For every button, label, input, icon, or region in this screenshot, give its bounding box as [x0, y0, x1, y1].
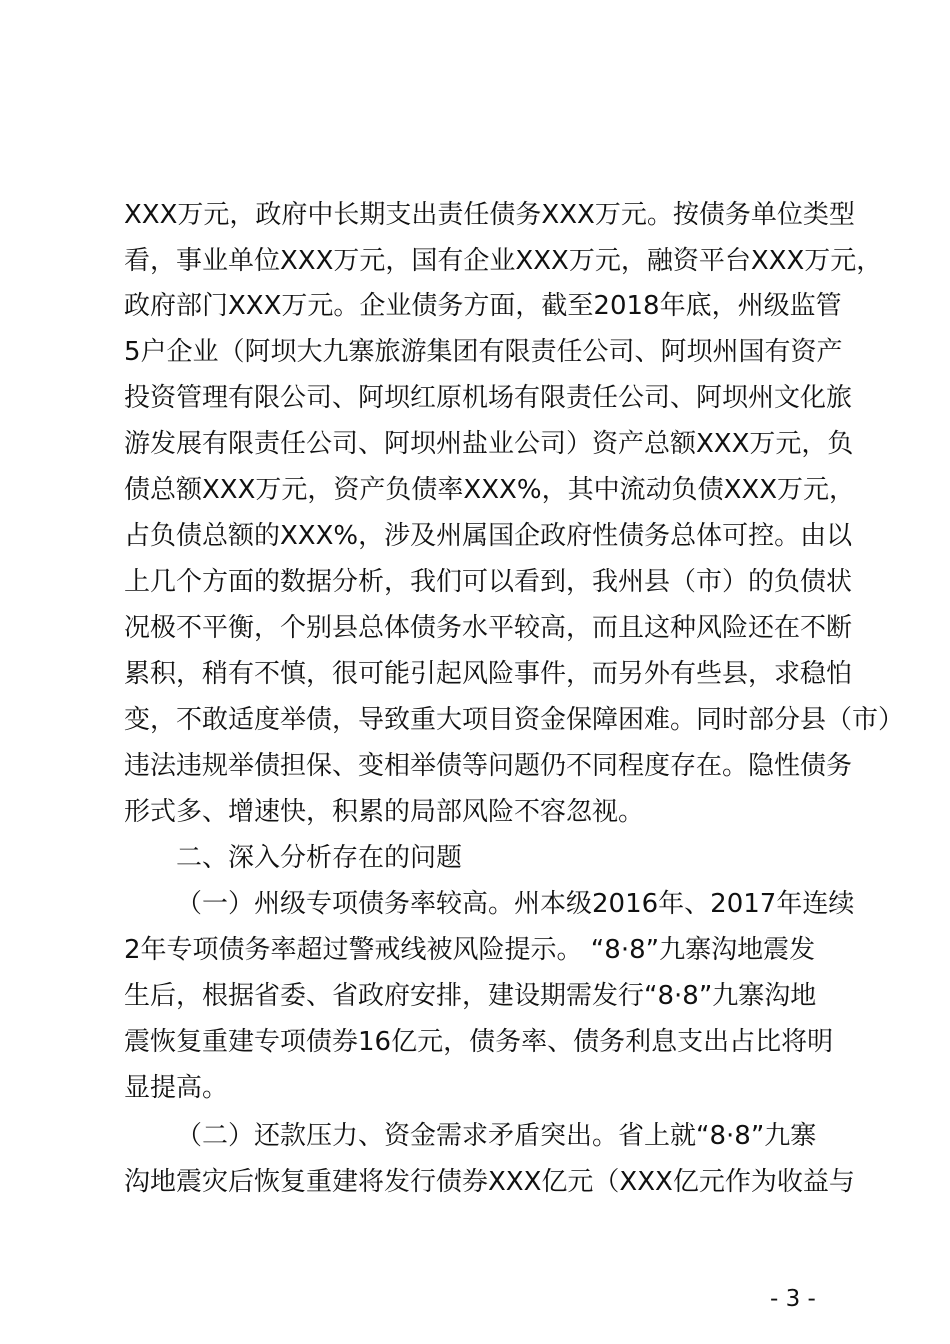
- body-text-line: 5户企业（阿坝大九寨旅游集团有限责任公司、阿坝州国有资产: [124, 337, 843, 367]
- body-text-line: 游发展有限责任公司、阿坝州盐业公司）资产总额XXX万元，负: [124, 429, 854, 459]
- body-text-line: 看，事业单位XXX万元，国有企业XXX万元，融资平台XXX万元，: [124, 246, 883, 276]
- body-text-line: 债总额XXX万元，资产负债率XXX%，其中流动负债XXX万元，: [124, 475, 856, 505]
- body-text-line: 况极不平衡，个别县总体债务水平较高，而且这种风险还在不断: [124, 613, 853, 643]
- body-text-line: 变，不敢适度举债，导致重大项目资金保障困难。同时部分县（市）: [124, 705, 905, 735]
- body-text-line: 上几个方面的数据分析，我们可以看到，我州县（市）的负债状: [124, 567, 853, 597]
- section-heading: 二、深入分析存在的问题: [176, 843, 463, 873]
- body-text-line: 投资管理有限公司、阿坝红原机场有限责任公司、阿坝州文化旅: [124, 383, 853, 413]
- body-text-line: 生后，根据省委、省政府安排，建设期需发行“8·8”九寨沟地: [124, 981, 817, 1011]
- body-text-line: 占负债总额的XXX%，涉及州属国企政府性债务总体可控。由以: [124, 521, 853, 551]
- subsection-heading-line: （二）还款压力、资金需求矛盾突出。省上就“8·8”九寨: [176, 1121, 817, 1151]
- body-text-line: 违法违规举债担保、变相举债等问题仍不同程度存在。隐性债务: [124, 751, 853, 781]
- body-text-line: 显提高。: [124, 1073, 229, 1103]
- body-text-line: XXX万元，政府中长期支出责任债务XXX万元。按债务单位类型: [124, 200, 855, 230]
- page-number: - 3 -: [770, 1286, 816, 1312]
- body-text-line: 2年专项债务率超过警戒线被风险提示。 “8·8”九寨沟地震发: [124, 935, 816, 965]
- subsection-heading-line: （一）州级专项债务率较高。州本级2016年、2017年连续: [176, 889, 855, 919]
- body-text-line: 政府部门XXX万元。企业债务方面，截至2018年底，州级监管: [124, 291, 842, 321]
- body-text-line: 形式多、增速快，积累的局部风险不容忽视。: [124, 797, 645, 827]
- body-text-line: 累积，稍有不慎，很可能引起风险事件，而另外有些县，求稳怕: [124, 659, 853, 689]
- body-text-line: 沟地震灾后恢复重建将发行债券XXX亿元（XXX亿元作为收益与: [124, 1167, 855, 1197]
- body-text-line: 震恢复重建专项债券16亿元，债务率、债务利息支出占比将明: [124, 1027, 834, 1057]
